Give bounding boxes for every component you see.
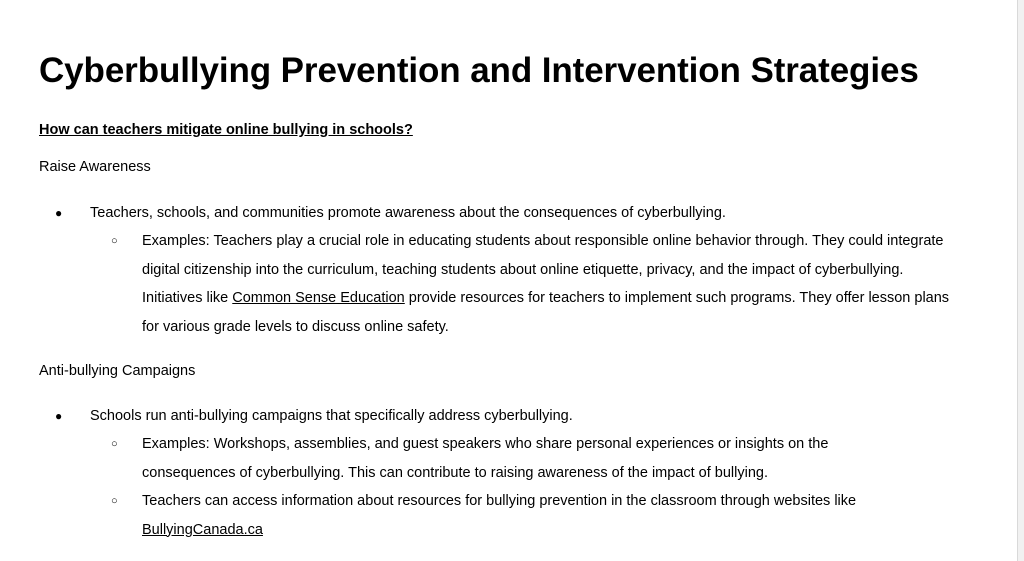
bullet-text: Teachers, schools, and communities promote awareness about the consequences of cyberbullying. bbox=[90, 205, 726, 221]
sub-list-item bbox=[111, 430, 901, 487]
document-title: Cyberbullying Prevention and Intervention Strategies bbox=[39, 51, 919, 90]
sub-bullet-text bbox=[142, 487, 931, 544]
section-heading-anti-bullying: Anti-bullying Campaigns bbox=[39, 363, 196, 379]
sub-bullet-icon: ○ bbox=[111, 235, 118, 247]
bullet-text: Schools run anti-bullying campaigns that specifically address cyberbullying. bbox=[90, 408, 573, 424]
sub-bullet-text bbox=[142, 227, 951, 341]
bullying-canada-link[interactable]: BullyingCanada.ca bbox=[142, 521, 263, 538]
question-heading: How can teachers mitigate online bullying in schools? bbox=[39, 122, 413, 138]
sub-list-item bbox=[111, 487, 931, 544]
sub-bullet-text-before: Examples: Teachers play a crucial role in educating students about responsible online behavior through. They could integrate digital citizenship into the curriculum, teaching students about online etiquette, privacy, and the impact of cyberbullying. Initiatives like bbox=[142, 233, 944, 306]
sub-bullet-icon: ○ bbox=[111, 438, 118, 450]
sub-bullet-text-before: Teachers can access information about resources for bullying prevention in the classroom through websites like bbox=[142, 493, 857, 509]
sub-bullet-icon: ○ bbox=[111, 495, 118, 507]
common-sense-education-link[interactable]: Common Sense Education bbox=[232, 290, 405, 306]
page-edge-scrollbar[interactable] bbox=[1017, 0, 1024, 561]
sub-bullet-text-after: provide resources for teachers to implement such programs. They offer lesson plans for various grade levels to discuss online safety. bbox=[142, 290, 950, 335]
section-heading-raise-awareness: Raise Awareness bbox=[39, 159, 151, 175]
sub-list-item bbox=[111, 227, 951, 341]
bullet-icon: ● bbox=[55, 206, 63, 220]
sub-bullet-text: Examples: Workshops, assemblies, and guest speakers who share personal experiences or insights on the consequences of cyberbullying. This can contribute to raising awareness of the impact of bullying. bbox=[142, 436, 829, 481]
bullet-icon: ● bbox=[55, 409, 63, 423]
